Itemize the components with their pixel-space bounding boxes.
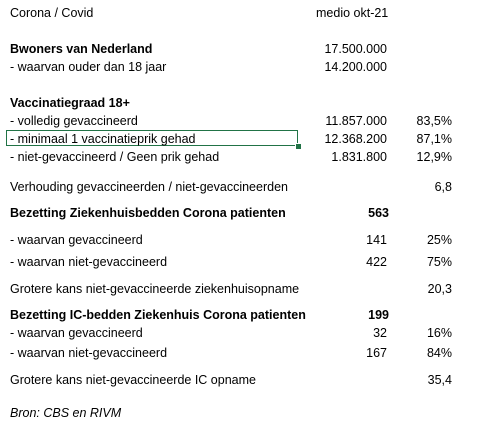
table-row[interactable] (0, 344, 487, 362)
vaccinated-full-label[interactable]: - volledig gevaccineerd (10, 114, 138, 128)
hospital-risk-value[interactable]: 20,3 (427, 282, 452, 296)
hospital-total[interactable]: 563 (368, 206, 389, 220)
hospital-unvaccinated-count[interactable]: 422 (366, 255, 387, 269)
hospital-risk-row[interactable] (0, 280, 487, 298)
adults-label[interactable]: - waarvan ouder dan 18 jaar (10, 60, 167, 74)
vaccinated-partial-count[interactable]: 12.368.200 (324, 132, 387, 146)
ic-vaccinated-pct[interactable]: 16% (426, 326, 452, 340)
hospital-vaccinated-label[interactable]: - waarvan gevaccineerd (10, 233, 143, 247)
ratio-value[interactable]: 6,8 (434, 180, 452, 194)
population-row[interactable] (0, 40, 487, 58)
vaccination-heading[interactable]: Vaccinatiegraad 18+ (10, 96, 130, 110)
header-row[interactable] (0, 4, 487, 22)
table-row[interactable] (0, 324, 487, 342)
ratio-row[interactable] (0, 178, 487, 196)
vaccinated-partial-label[interactable]: - minimaal 1 vaccinatieprik gehad (10, 132, 196, 146)
vaccinated-full-pct[interactable]: 83,5% (416, 114, 452, 128)
hospital-heading[interactable]: Bezetting Ziekenhuisbedden Corona patienten (10, 206, 286, 220)
vaccinated-partial-pct[interactable]: 87,1% (416, 132, 452, 146)
ic-vaccinated-count[interactable]: 32 (373, 326, 387, 340)
date-label[interactable]: medio okt-21 (316, 6, 389, 20)
hospital-unvaccinated-pct[interactable]: 75% (426, 255, 452, 269)
unvaccinated-pct[interactable]: 12,9% (416, 150, 452, 164)
ic-unvaccinated-label[interactable]: - waarvan niet-gevaccineerd (10, 346, 168, 360)
unvaccinated-label[interactable]: - niet-gevaccineerd / Geen prik gehad (10, 150, 220, 164)
population-value[interactable]: 17.500.000 (324, 42, 387, 56)
sheet-title[interactable]: Corona / Covid (10, 6, 94, 20)
source-row[interactable] (0, 404, 487, 422)
unvaccinated-count[interactable]: 1.831.800 (331, 150, 387, 164)
table-row[interactable] (0, 130, 487, 148)
ic-heading[interactable]: Bezetting IC-bedden Ziekenhuis Corona patienten (10, 308, 306, 322)
ic-vaccinated-label[interactable]: - waarvan gevaccineerd (10, 326, 143, 340)
hospital-risk-label[interactable]: Grotere kans niet-gevaccineerde ziekenhuisopname (10, 282, 300, 296)
hospital-vaccinated-pct[interactable]: 25% (426, 233, 452, 247)
adults-value[interactable]: 14.200.000 (324, 60, 387, 74)
table-row[interactable] (0, 253, 487, 271)
table-row[interactable] (0, 112, 487, 130)
vaccinated-full-count[interactable]: 11.857.000 (325, 114, 387, 128)
table-row[interactable] (0, 231, 487, 249)
ic-risk-row[interactable] (0, 371, 487, 389)
ratio-label[interactable]: Verhouding gevaccineerden / niet-gevaccineerden (10, 180, 288, 194)
vaccination-heading-row[interactable] (0, 94, 487, 112)
adults-row[interactable] (0, 58, 487, 76)
ic-total[interactable]: 199 (368, 308, 389, 322)
ic-unvaccinated-count[interactable]: 167 (366, 346, 387, 360)
source-note[interactable]: Bron: CBS en RIVM (10, 406, 122, 420)
table-row[interactable] (0, 148, 487, 166)
hospital-vaccinated-count[interactable]: 141 (366, 233, 387, 247)
population-heading[interactable]: Bwoners van Nederland (10, 42, 153, 56)
hospital-heading-row[interactable] (0, 204, 487, 222)
hospital-unvaccinated-label[interactable]: - waarvan niet-gevaccineerd (10, 255, 168, 269)
ic-risk-value[interactable]: 35,4 (427, 373, 452, 387)
ic-risk-label[interactable]: Grotere kans niet-gevaccineerde IC opname (10, 373, 256, 387)
ic-unvaccinated-pct[interactable]: 84% (426, 346, 452, 360)
ic-heading-row[interactable] (0, 306, 487, 324)
